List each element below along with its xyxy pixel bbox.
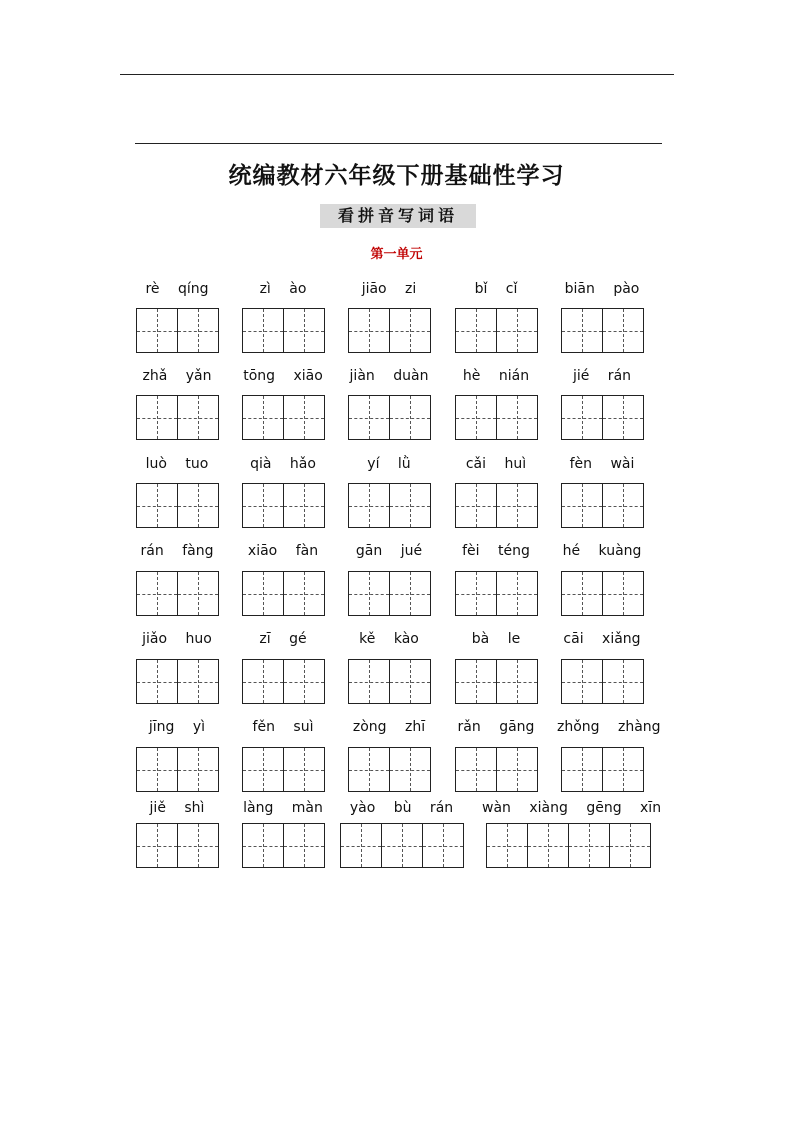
writing-box[interactable] [496, 395, 538, 440]
writing-box[interactable] [389, 483, 431, 528]
writing-box[interactable] [486, 823, 528, 868]
writing-box[interactable] [389, 747, 431, 792]
writing-box[interactable] [283, 659, 325, 704]
pinyin-label: jiàn duàn [349, 368, 429, 384]
writing-box[interactable] [348, 747, 390, 792]
writing-box[interactable] [283, 823, 325, 868]
writing-box[interactable] [455, 747, 497, 792]
writing-box[interactable] [561, 747, 603, 792]
pinyin-label: bǐ cǐ [474, 281, 518, 297]
writing-box[interactable] [136, 659, 178, 704]
pinyin-label: jiāo zi [361, 281, 417, 297]
pinyin-label: jīng yì [148, 719, 206, 735]
writing-box[interactable] [609, 823, 651, 868]
writing-box[interactable] [561, 395, 603, 440]
writing-box[interactable] [283, 483, 325, 528]
header-rule [120, 74, 674, 75]
writing-box[interactable] [242, 659, 284, 704]
writing-box[interactable] [283, 308, 325, 353]
writing-box[interactable] [242, 308, 284, 353]
writing-box[interactable] [561, 308, 603, 353]
pinyin-label: qià hǎo [250, 456, 316, 472]
writing-box[interactable] [389, 308, 431, 353]
pinyin-label: zhǎ yǎn [142, 368, 212, 384]
writing-box[interactable] [283, 747, 325, 792]
writing-box[interactable] [561, 571, 603, 616]
pinyin-label: yào bù rán [349, 800, 454, 816]
writing-box[interactable] [496, 483, 538, 528]
writing-box[interactable] [348, 659, 390, 704]
pinyin-label: fěn suì [252, 719, 314, 735]
writing-box[interactable] [455, 571, 497, 616]
pinyin-label: hé kuàng [562, 543, 642, 559]
writing-box[interactable] [568, 823, 610, 868]
pinyin-label: hè nián [462, 368, 530, 384]
writing-box[interactable] [242, 823, 284, 868]
title-rule [135, 143, 662, 144]
writing-box[interactable] [136, 747, 178, 792]
writing-box[interactable] [389, 659, 431, 704]
pinyin-label: tōng xiāo [243, 368, 323, 384]
pinyin-label: zhǒng zhàng [557, 719, 661, 735]
pinyin-label: wàn xiàng gēng xīn [482, 800, 662, 816]
writing-box[interactable] [177, 483, 219, 528]
writing-box[interactable] [177, 823, 219, 868]
writing-box[interactable] [283, 395, 325, 440]
writing-box[interactable] [381, 823, 423, 868]
writing-box[interactable] [340, 823, 382, 868]
writing-box[interactable] [348, 571, 390, 616]
pinyin-label: xiāo fàn [247, 543, 319, 559]
writing-box[interactable] [348, 395, 390, 440]
pinyin-label: zì ào [259, 281, 307, 297]
writing-box[interactable] [177, 395, 219, 440]
writing-box[interactable] [455, 483, 497, 528]
writing-box[interactable] [602, 571, 644, 616]
writing-box[interactable] [177, 571, 219, 616]
writing-box[interactable] [496, 308, 538, 353]
writing-box[interactable] [496, 747, 538, 792]
pinyin-label: zī gé [259, 631, 307, 647]
pinyin-label: rán fàng [140, 543, 214, 559]
writing-box[interactable] [455, 395, 497, 440]
writing-box[interactable] [389, 395, 431, 440]
writing-box[interactable] [136, 823, 178, 868]
pinyin-label: jiǎo huo [142, 631, 212, 647]
writing-box[interactable] [602, 395, 644, 440]
writing-box[interactable] [348, 308, 390, 353]
writing-box[interactable] [496, 659, 538, 704]
writing-box[interactable] [177, 747, 219, 792]
writing-box[interactable] [177, 659, 219, 704]
pinyin-label: cāi xiǎng [563, 631, 641, 647]
pinyin-label: biān pào [564, 281, 640, 297]
writing-box[interactable] [422, 823, 464, 868]
page-title: 统编教材六年级下册基础性学习 [228, 163, 565, 189]
pinyin-label: rè qíng [145, 281, 209, 297]
writing-box[interactable] [242, 395, 284, 440]
writing-box[interactable] [602, 483, 644, 528]
writing-box[interactable] [496, 571, 538, 616]
pinyin-label: rǎn gāng [457, 719, 535, 735]
writing-box[interactable] [455, 308, 497, 353]
writing-box[interactable] [602, 308, 644, 353]
writing-box[interactable] [136, 308, 178, 353]
pinyin-label: fèn wài [569, 456, 635, 472]
pinyin-label: yí lǜ [367, 456, 411, 472]
pinyin-label: jié rán [572, 368, 632, 384]
section-subtitle: 看拼音写词语 [320, 204, 476, 228]
pinyin-label: zòng zhī [352, 719, 426, 735]
pinyin-label: kě kào [359, 631, 419, 647]
pinyin-label: bà le [471, 631, 521, 647]
pinyin-label: fèi téng [462, 543, 530, 559]
writing-box[interactable] [283, 571, 325, 616]
writing-box[interactable] [136, 395, 178, 440]
writing-box[interactable] [242, 571, 284, 616]
unit-heading: 第一单元 [370, 247, 423, 262]
writing-box[interactable] [455, 659, 497, 704]
pinyin-label: luò tuo [145, 456, 209, 472]
writing-box[interactable] [348, 483, 390, 528]
writing-box[interactable] [136, 571, 178, 616]
pinyin-label: cǎi huì [465, 456, 527, 472]
writing-box[interactable] [242, 747, 284, 792]
pinyin-label: làng màn [243, 800, 323, 816]
writing-box[interactable] [527, 823, 569, 868]
writing-box[interactable] [136, 483, 178, 528]
writing-box[interactable] [561, 483, 603, 528]
writing-box[interactable] [177, 308, 219, 353]
pinyin-label: jiě shì [149, 800, 205, 816]
writing-box[interactable] [242, 483, 284, 528]
writing-box[interactable] [389, 571, 431, 616]
writing-box[interactable] [602, 747, 644, 792]
writing-box[interactable] [561, 659, 603, 704]
pinyin-label: gān jué [355, 543, 423, 559]
writing-box[interactable] [602, 659, 644, 704]
